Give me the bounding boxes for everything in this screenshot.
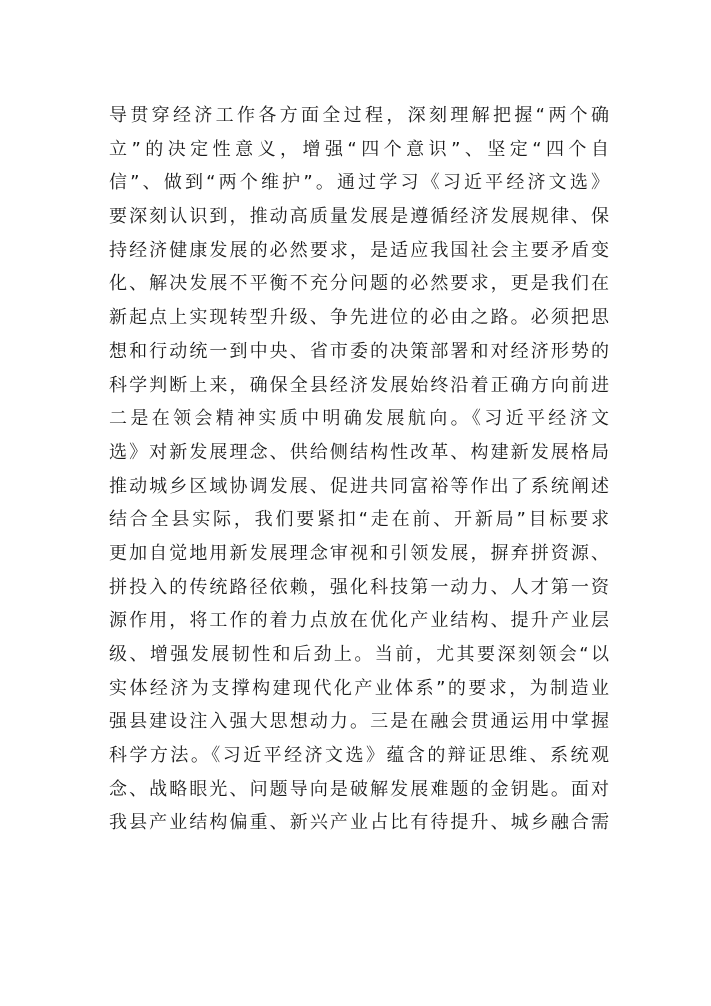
text-line: 结合全县实际，我们要紧扣“走在前、开新局”目标要求 (109, 509, 609, 531)
text-line: 想和行动统一到中央、省市委的决策部署和对经济形势的 (109, 340, 609, 362)
text-line: 拼投入的传统路径依赖，强化科技第一动力、人才第一资 (109, 576, 609, 598)
body-text (109, 99, 609, 840)
text-line: 科学方法。《习近平经济文选》蕴含的辩证思维、系统观 (109, 745, 609, 767)
text-line: 更加自觉地用新发展理念审视和引领发展，摒弃拼资源、 (109, 542, 609, 564)
text-line: 强县建设注入强大思想动力。三是在融会贯通运用中掌握 (109, 711, 609, 733)
text-line: 要深刻认识到，推动高质量发展是遵循经济发展规律、保 (109, 206, 609, 228)
text-line: 我县产业结构偏重、新兴产业占比有待提升、城乡融合需 (109, 812, 609, 834)
text-line: 持经济健康发展的必然要求，是适应我国社会主要矛盾变 (109, 239, 609, 261)
text-line: 推动城乡区域协调发展、促进共同富裕等作出了系统阐述 (109, 475, 609, 497)
text-line: 选》对新发展理念、供给侧结构性改革、构建新发展格局 (109, 441, 609, 463)
text-line: 信”、做到“两个维护”。通过学习《习近平经济文选》 (109, 172, 609, 194)
text-line: 念、战略眼光、问题导向是破解发展难题的金钥匙。面对 (109, 778, 609, 800)
text-line: 二是在领会精神实质中明确发展航向。《习近平经济文 (109, 408, 609, 430)
text-line: 实体经济为支撑构建现代化产业体系”的要求，为制造业 (109, 677, 609, 699)
text-line: 级、增强发展韧性和后劲上。当前，尤其要深刻领会“以 (109, 644, 609, 665)
text-line: 新起点上实现转型升级、争先进位的必由之路。必须把思 (109, 307, 609, 329)
text-line: 化、解决发展不平衡不充分问题的必然要求，更是我们在 (109, 273, 609, 295)
text-line: 立”的决定性意义，增强“四个意识”、坚定“四个自 (109, 138, 609, 160)
text-line: 导贯穿经济工作各方面全过程，深刻理解把握“两个确 (109, 105, 609, 126)
text-line: 科学判断上来，确保全县经济发展始终沿着正确方向前进 (109, 374, 609, 396)
text-line: 源作用，将工作的着力点放在优化产业结构、提升产业层 (109, 610, 609, 632)
